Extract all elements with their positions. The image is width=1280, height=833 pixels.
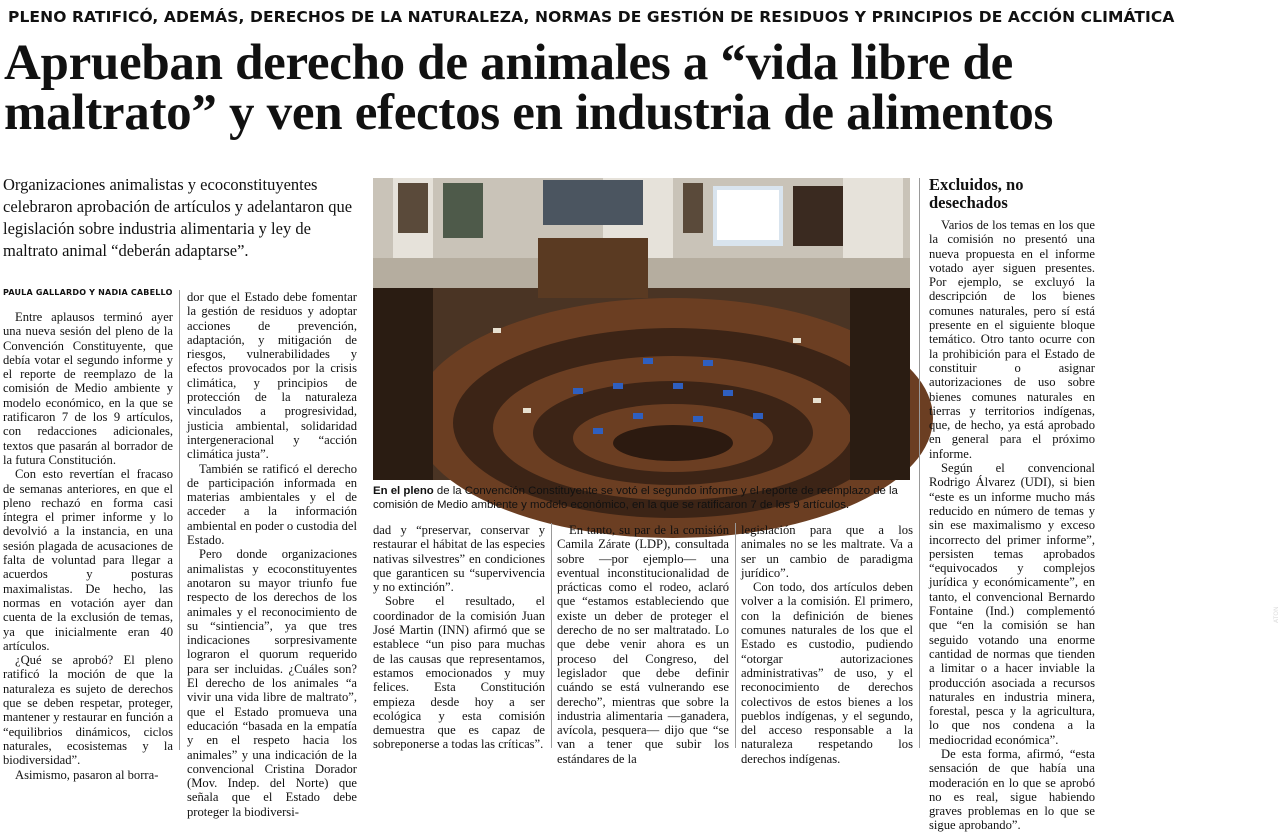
paragraph: legislación para que a los animales no se les maltrate. Va a ser un cambio de paradigma jurídico”. bbox=[741, 523, 913, 580]
paragraph: Pero donde organizaciones animalistas y ecoconstituyentes anotaron su mayor triunfo fue respecto de los derechos de los animales y el reconocimiento de su “sintiencia”, ya que tres indicaciones sorpresivamente lograron el quorum requerido para ser incluidas. ¿Cuáles son? El derecho de los animales “a vivir una vida libre de maltrato”, que el Estado promueva una educación “basada en la empatía y en el respeto hacia los animales” y una indicación de la convencional Cristina Dorador (Mov. Indep. del Norte) que señala que el Estado debe proteger la biodiversi- bbox=[187, 547, 357, 819]
article-deck: Organizaciones animalistas y ecoconstituyentes celebraron aprobación de artículos y adelantaron que legislación sobre industria alimentaria y ley de maltrato animal “deberán adaptarse”. bbox=[3, 175, 353, 260]
paragraph: dor que el Estado debe fomentar la gestión de residuos y adoptar acciones de prevención, adaptación, y mitigación de riesgos, vulnerabilidades y efectos provocados por la crisis climática, y principios de protección de la naturaleza vinculados a progresividad, justicia ambiental, solidaridad intergeneracional y “acción climática justa”. bbox=[187, 290, 357, 462]
body-column-5 bbox=[741, 523, 913, 766]
photo-caption bbox=[373, 484, 910, 512]
column-divider bbox=[735, 523, 736, 748]
sidebar-body bbox=[929, 218, 1095, 833]
paragraph: Sobre el resultado, el coordinador de la comisión Juan José Martin (INN) afirmó que se establece “un piso para muchas de las causas que representamos, estamos emocionados y muy felices. Esta Constitución empieza desde hoy a ser ecológica y esta comisión demuestra que es capaz de sobreponerse a todas las críticas”. bbox=[373, 594, 545, 752]
body-column-3 bbox=[373, 523, 545, 753]
paragraph: También se ratificó el derecho de participación informada en materias ambientales y el de acceder a la información ambiental en poder o custodia del Estado. bbox=[187, 461, 357, 548]
column-divider bbox=[551, 523, 552, 748]
caption-text: de la Convención Constituyente se votó el segundo informe y el reporte de reemplazo de la comisión de Medio ambiente y modelo económico, en la que se ratificaron 7 de los 9 artículos. bbox=[373, 485, 898, 511]
paragraph: De esta forma, afirmó, “esta sensación de que había una moderación en lo que se aprobó no es real, sigue habiendo graves problemas en lo que se sigue aprobando”. bbox=[929, 746, 1095, 833]
paragraph: Según el convencional Rodrigo Álvarez (UDI), si bien “este es un informe mucho más reducido en número de temas y sin ese maximalismo y exceso incorrecto del primer informe”, persisten temas aprobados “equivocados y complejos jurídica y económicamente”, en tanto, el convencional Bernardo Fontaine (Ind.) complementó que “en la comisión se han seguido votando una enorme cantidad de normas que tienden a limitar o a hacer inviable la producción asociada a recursos naturales en industria minera, forestal, pesca y la agricultura, lo que nos condena a la mediocridad económica”. bbox=[929, 461, 1095, 747]
paragraph: Con todo, dos artículos deben volver a la comisión. El primero, con la definición de bienes comunes naturales de los que el Estado es custodio, pudiendo “otorgar autorizaciones administrativas” de uso, y el reconocimiento de derechos colectivos de estos bienes a los pueblos indígenas, y el segundo, del acceso responsable a la naturaleza respetando los derechos indígenas. bbox=[741, 580, 913, 766]
article-kicker: PLENO RATIFICÓ, ADEMÁS, DERECHOS DE LA NATURALEZA, NORMAS DE GESTIÓN DE RESIDUOS Y PRINCIPIOS DE ACCIÓN CLIMÁTICA bbox=[8, 8, 1175, 26]
paragraph: En tanto, su par de la comisión Camila Zárate (LDP), consultada sobre —por ejemplo— una eventual inconstitucionalidad de prácticas como el rodeo, aclaró que “estamos estableciendo que existe un deber de proteger el derecho de no ser maltratado. Lo que debe venir ahora es un proceso del Congreso, del legislador que debe definir cuándo se está vulnerando ese derecho”, mientras que sobre la industria alimentaria —ganadera, avícola, pesquera— dijo que “se van a tener que subir los estándares de la bbox=[557, 523, 729, 766]
paragraph: Entre aplausos terminó ayer una nueva sesión del pleno de la Convención Constituyente, que debía votar el segundo informe y el reporte de reemplazo de la comisión de Medio ambiente y modelo económico, en la que se ratificaron 7 de los 9 artículos, con redacciones adicionales, textos que pasarán al borrador de la futura Constitución. bbox=[3, 310, 173, 467]
article-byline: PAULA GALLARDO Y NADIA CABELLO bbox=[3, 288, 173, 297]
article-headline: Aprueban derecho de animales a “vida libre de maltrato” y ven efectos en industria de alimentos bbox=[4, 35, 1054, 141]
column-divider bbox=[179, 290, 180, 750]
paragraph: Varios de los temas en los que la comisión no presentó una nueva propuesta en el informe votado ayer siguen presentes. Por ejemplo, se excluyó la descripción de los bienes comunes naturales, pero sí está presente en el siguiente bloque temático. Otro tanto ocurre con la prohibición para el Estado de constituir o asignar autorizaciones de uso sobre bienes comunes naturales en tierras y territorios indígenas, que, de hecho, ya está aprobado en general para el próximo informe. bbox=[929, 218, 1095, 461]
sidebar-divider bbox=[919, 178, 920, 748]
paragraph: Asimismo, pasaron al borra- bbox=[15, 767, 159, 782]
caption-lead: En el pleno bbox=[373, 485, 434, 497]
sidebar-title: Excluidos, no desechados bbox=[929, 175, 1024, 212]
body-column-4 bbox=[557, 523, 729, 766]
paragraph: dad y “preservar, conservar y restaurar el hábitat de las especies nativas silvestres” en condiciones que garanticen su “supervivencia y no extinción”. bbox=[373, 523, 545, 595]
paragraph: Con esto revertían el fracaso de semanas anteriores, en que el pleno rechazó en forma casi íntegra el primer informe y lo devolvió a la instancia, en una sesión plagada de acusaciones de falta de voluntad para llegar a acuerdos y posturas maximalistas. De hecho, las normas en votación ayer dan cuenta de la exclusión de temas, ya que inicialmente eran 40 artículos. bbox=[3, 467, 173, 653]
body-column-2 bbox=[187, 290, 357, 819]
body-column-1 bbox=[3, 310, 173, 782]
photo-credit: ATON bbox=[1273, 606, 1280, 623]
paragraph: ¿Qué se aprobó? El pleno ratificó la moción de que la naturaleza es sujeto de derechos que se deben respetar, proteger, mantener y restaurar en función a “equilibrios dinámicos, ciclos naturales, ecosistemas y la biodiversidad”. bbox=[3, 653, 173, 768]
